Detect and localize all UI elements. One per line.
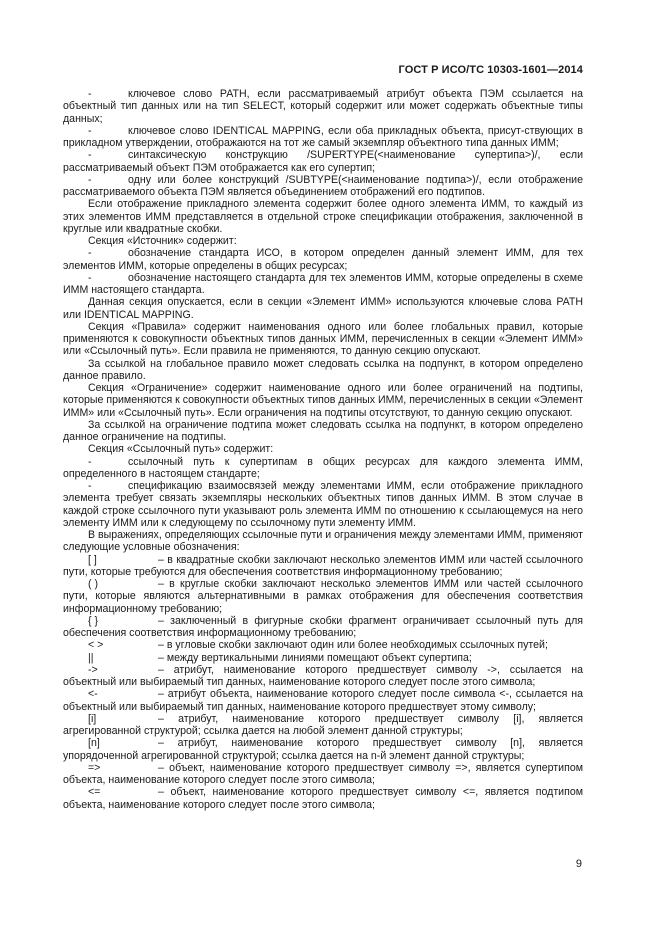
paragraph-text: Секция «Ссылочный путь» содержит:: [88, 443, 274, 456]
document-body: [63, 88, 583, 811]
paragraph: [63, 615, 583, 640]
list-dash: -: [88, 149, 92, 162]
paragraph-text: – заключенный в фигурные скобки фрагмент ограничивает ссылочный путь для обеспечения соответствия информационному требованию;: [63, 614, 583, 639]
notation-symbol: { }: [88, 614, 99, 627]
paragraph: [63, 149, 583, 174]
paragraph: [63, 529, 583, 554]
paragraph-text: ключевое слово PATH, если рассматриваемый атрибут объекта ПЭМ ссылается на объектный тип данных или на тип SELECT, который содержит или может содержать объектные типы данных;: [63, 88, 583, 125]
paragraph: [63, 321, 583, 358]
paragraph-text: Секция «Источник» содержит:: [88, 235, 237, 247]
paragraph: [63, 443, 583, 455]
paragraph: [63, 88, 583, 125]
notation-symbol: [ ]: [88, 553, 97, 566]
paragraph-text: За ссылкой на ограничение подтипа может следовать ссылка на подпункт, в котором определено данное ограничение на подтипы.: [63, 418, 583, 443]
notation-symbol: [i]: [88, 712, 97, 725]
paragraph: [63, 272, 583, 297]
paragraph: [63, 125, 583, 150]
paragraph: [63, 639, 583, 651]
paragraph-text: – атрибут, наименование которого предшествует символу [i], является агрегированной структурой; ссылка дается на любой элемент данной структуры;: [63, 712, 583, 737]
paragraph-text: – в круглые скобки заключают несколько элементов ИММ или частей ссылочного пути, которые являются альтернативными в рамках отображения для обеспечения соответствия информационному требованию;: [63, 578, 583, 615]
document-header: ГОСТ Р ИСО/ТС 10303-1601—2014: [398, 64, 583, 76]
list-dash: -: [88, 455, 92, 468]
paragraph: [63, 358, 583, 383]
paragraph-text: Секция «Ограничение» содержит наименование одного или более ограничений на подтипы, которые применяются к совокупности объектных типов данных ИММ, перечисленных в секции «Элемент ИММ» или «Ссылочный путь». Если ограничения на подтипы отсутствуют, то данную секцию опускают.: [63, 382, 583, 419]
list-dash: -: [88, 247, 92, 260]
paragraph: [63, 174, 583, 199]
paragraph-text: обозначение настоящего стандарта для тех элементов ИММ, которые определены в схеме ИММ настоящего стандарта.: [63, 271, 583, 296]
paragraph: [63, 786, 583, 811]
paragraph-text: – атрибут, наименование которого предшествует символу [n], является упорядоченной агрегированной структурой; ссылка дается на n-й элемент данной структуры;: [63, 737, 583, 762]
notation-symbol: <-: [88, 688, 98, 701]
paragraph: [63, 688, 583, 713]
notation-symbol: =>: [88, 761, 101, 774]
paragraph-text: Если отображение прикладного элемента содержит более одного элемента ИММ, то каждый из этих элементов ИММ представляется в отдельной строке спецификации отображения, заключенной в круглые или квадратные скобки.: [63, 198, 583, 235]
paragraph-text: – в квадратные скобки заключают несколько элементов ИММ или частей ссылочного пути, которые требуются для обеспечения соответствия информационному требованию;: [63, 553, 583, 578]
paragraph: [63, 713, 583, 738]
paragraph: [63, 456, 583, 481]
notation-symbol: ||: [88, 651, 94, 664]
paragraph-text: В выражениях, определяющих ссылочные пути и ограничения между элементами ИММ, применяют следующие условные обозначения:: [63, 529, 583, 554]
paragraph-text: ключевое слово IDENTICAL MAPPING, если оба прикладных объекта, присут-ствующих в прикладном утверждении, отображаются на тот же самый экземпляр объектного типа данных ИММ;: [63, 124, 583, 149]
paragraph: [63, 664, 583, 689]
notation-symbol: ( ): [88, 578, 98, 590]
paragraph: [63, 247, 583, 272]
paragraph-text: Секция «Правила» содержит наименования одного или более глобальных правил, которые применяются к совокупности объектных типов данных ИММ, перечисленных в секции «Элемент ИММ» или «Ссылочный путь». Если правила не применяются, то данную секцию опускают.: [63, 320, 583, 358]
paragraph: [63, 578, 583, 615]
paragraph-text: – атрибут, наименование которого предшествует символу ->, ссылается на объектный или выбираемый тип данных, наименование которого следует после этого символа;: [63, 663, 583, 688]
notation-symbol: ->: [88, 663, 98, 676]
paragraph: [63, 382, 583, 419]
page-number: 9: [575, 858, 582, 870]
paragraph-text: – объект, наименование которого предшествует символу =>, является супертипом объекта, наименование которого следует после этого символа;: [63, 761, 583, 786]
paragraph-text: синтаксическую конструкцию /SUPERTYPE(<наименование супертипа>)/, если рассматриваемый объект ПЭМ отображается как его супертип;: [63, 149, 583, 174]
notation-symbol: < >: [88, 639, 104, 652]
paragraph: [63, 296, 583, 321]
list-dash: -: [88, 271, 92, 284]
paragraph: [63, 737, 583, 762]
list-dash: -: [88, 480, 92, 492]
paragraph-text: – объект, наименование которого предшествует символу <=, является подтипом объекта, наименование которого следует после этого символа;: [63, 786, 583, 811]
paragraph: [63, 762, 583, 787]
paragraph-text: За ссылкой на глобальное правило может следовать ссылка на подпункт, в котором определено данное правило.: [63, 357, 583, 382]
paragraph: [63, 419, 583, 444]
list-dash: -: [88, 124, 92, 137]
paragraph: [63, 652, 583, 664]
paragraph: [63, 480, 583, 529]
paragraph-text: – атрибут объекта, наименование которого следует после символа <-, ссылается на объектный или выбираемый тип данных, наименование которого предшествует этому символу;: [63, 688, 583, 713]
paragraph-text: спецификацию взаимосвязей между элементами ИММ, если отображение прикладного элемента требует связать экземпляры нескольких объектных типов данных ИММ. В этом случае в каждой строке ссылочного пути указывают роль элемента ИММ по отношению к ссылающемуся на него элементу ИММ или к следующему по ссылочному пути элементу ИММ.: [63, 480, 583, 529]
paragraph-text: – в угловые скобки заключают один или более необходимых ссылочных путей;: [158, 639, 548, 652]
paragraph-text: одну или более конструкций /SUBTYPE(<наименование подтипа>)/, если отображение рассматриваемого объекта ПЭМ является объединением отображений его подтипов.: [63, 173, 583, 198]
paragraph-text: – между вертикальными линиями помещают объект супертипа;: [158, 651, 472, 664]
paragraph-text: обозначение стандарта ИСО, в котором определен данный элемент ИММ, для тех элементов ИММ, которые определены в общих ресурсах;: [63, 247, 583, 272]
list-dash: -: [88, 88, 92, 100]
paragraph-text: ссылочный путь к супертипам в общих ресурсах для каждого элемента ИММ, определенного в настоящем стандарте;: [63, 455, 583, 480]
paragraph: [63, 235, 583, 247]
list-dash: -: [88, 173, 92, 186]
paragraph: [63, 198, 583, 235]
paragraph-text: Данная секция опускается, если в секции «Элемент ИММ» используются ключевые слова PATH или IDENTICAL MAPPING.: [63, 296, 583, 321]
notation-symbol: [n]: [88, 737, 100, 750]
paragraph: [63, 554, 583, 579]
notation-symbol: <=: [88, 786, 101, 799]
